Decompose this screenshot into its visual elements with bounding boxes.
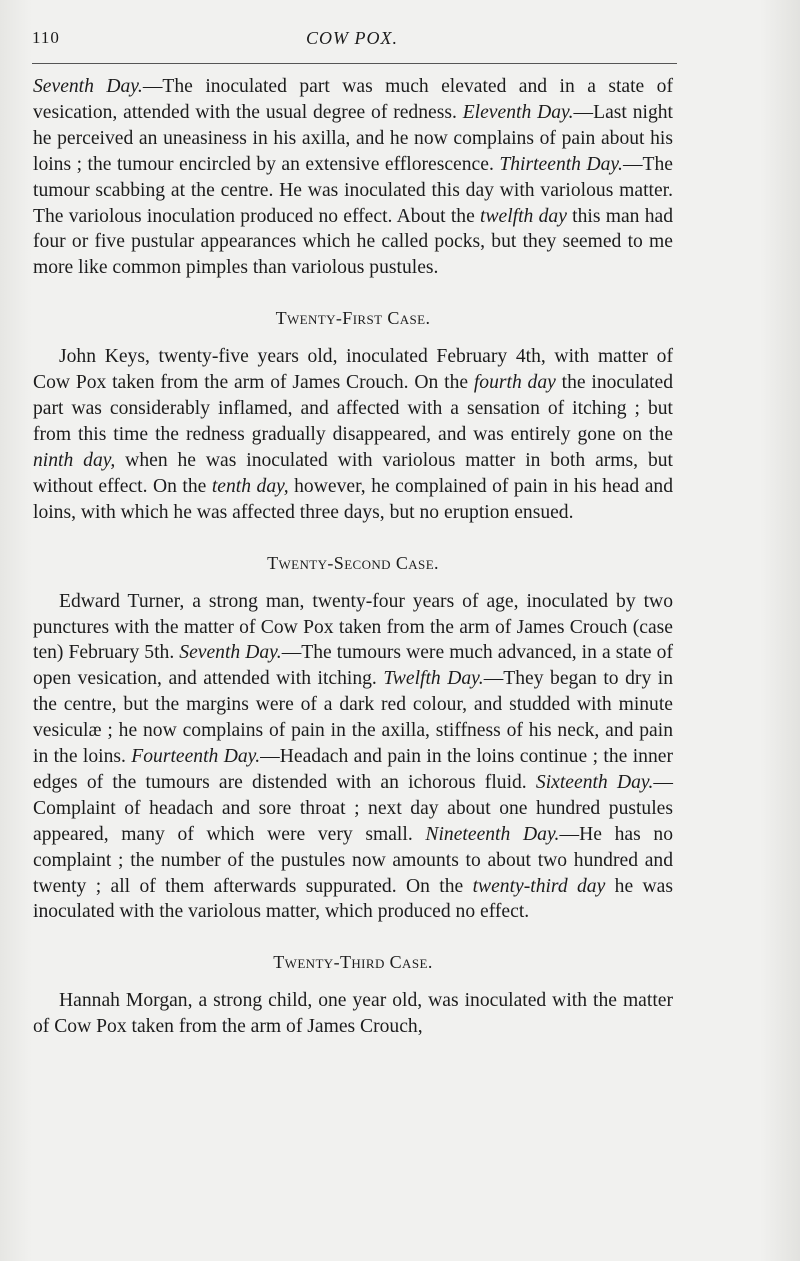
day-label: Nineteenth Day. (425, 823, 560, 845)
day-label: fourth day (473, 372, 556, 394)
day-label: Twelfth Day. (383, 668, 484, 690)
day-label: Seventh Day. (33, 76, 143, 97)
case-heading-21: Twenty-First Case. (275, 308, 431, 329)
day-label: twenty-third day (472, 875, 606, 897)
text-run: —The inoculated part was much elevated and in a state of vesication, attended with the usual degree of redness. (33, 76, 673, 123)
day-label: tenth day, (211, 475, 289, 497)
text-run: Edward Turner, a strong man, twenty-four years of age, inoculated by two punctures with the matter of Cow Pox taken from the arm of James Crouch (case ten) February 5th. (33, 590, 673, 664)
paragraph-continuation (33, 74, 673, 281)
case-paragraph-23 (33, 988, 673, 1040)
text-run: the inoculated part was considerably inflamed, and affected with a sensation of itching ; but from this time the redness gradually disappeared, and was entirely gone on the (33, 372, 673, 445)
text-run: —They began to dry in the centre, but the margins were of a dark red colour, and studded with minute vesiculæ ; he now complains of pain in the axilla, stiffness of his neck, and pain in the loins. (33, 668, 674, 768)
day-label: twelfth day (480, 205, 567, 227)
case-paragraph-22 (33, 589, 673, 926)
text-run: —Headach and pain in the loins continue ; the inner edges of the tumours are distended with an ichorous fluid. (33, 746, 673, 793)
text-run: John Keys, twenty-five years old, inoculated February 4th, with matter of Cow Pox taken from the arm of James Crouch. On the (33, 346, 673, 394)
running-head: COW POX. (306, 28, 398, 48)
day-label: Eleventh Day. (462, 101, 574, 123)
case-heading-23: Twenty-Third Case. (273, 952, 433, 973)
header-rule (32, 63, 677, 64)
day-label: ninth day, (33, 449, 116, 471)
day-label: Sixteenth Day. (535, 771, 654, 793)
text-run: however, he complained of pain in his head and loins, with which he was affected three days, but no eruption ensued. (33, 475, 673, 523)
day-label: Thirteenth Day. (499, 153, 623, 175)
page-number: 110 (32, 28, 60, 47)
day-label: Fourteenth Day. (131, 746, 261, 768)
text-run: —He has no complaint ; the number of the pustules now amounts to about two hundred and twenty ; all of them afterwards suppurated. On the (33, 823, 674, 897)
text-run: Hannah Morgan, a strong child, one year old, was inoculated with the matter of Cow Pox taken from the arm of James Crouch, (33, 990, 673, 1038)
body-text (33, 74, 673, 1040)
page-header (32, 28, 672, 52)
text-run: —The tumour scabbing at the centre. He was inoculated this day with variolous matter. The variolous inoculation produced no effect. About the (33, 153, 673, 227)
text-run: —Complaint of headach and sore throat ; next day about one hundred pustules appeared, many of which were very small. (33, 771, 673, 845)
text-run: he was inoculated with the variolous matter, which produced no effect. (33, 875, 673, 923)
text-run: —The tumours were much advanced, in a state of open vesication, and attended with itching. (33, 642, 673, 690)
text-run: when he was inoculated with variolous matter in both arms, but without effect. On the (33, 449, 673, 497)
text-run: this man had four or five pustular appearances which he called pocks, but they seemed to me more like common pimples than variolous pustules. (33, 205, 673, 279)
case-paragraph-21 (33, 344, 673, 525)
day-label: Seventh Day. (179, 642, 282, 664)
text-run: —Last night he perceived an uneasiness in his axilla, and he now complains of pain about his loins ; the tumour encircled by an extensive efflorescence. (33, 101, 673, 175)
case-heading-22: Twenty-Second Case. (267, 552, 439, 573)
